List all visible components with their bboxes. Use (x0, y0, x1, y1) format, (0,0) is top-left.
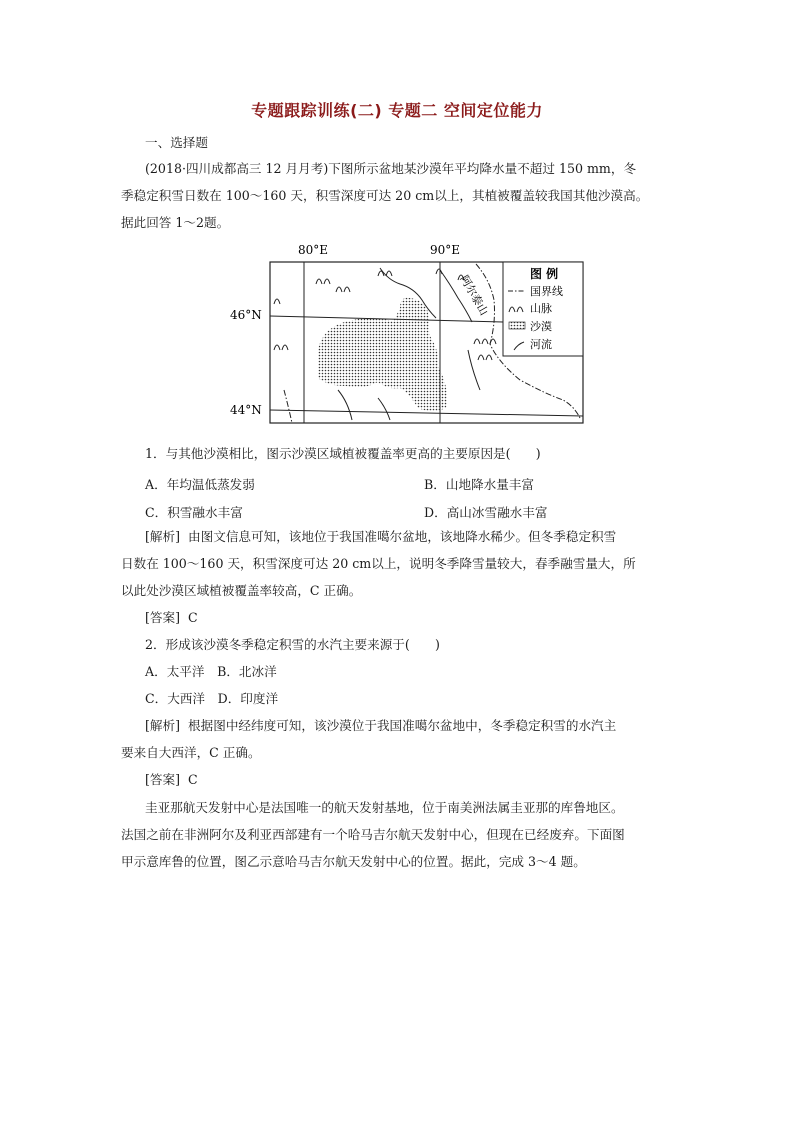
q2-answer-tag: [答案] (145, 772, 181, 787)
basin-desert-map (228, 240, 593, 430)
q1-analysis-line-1 (145, 527, 616, 547)
q1-analysis-line-2: 日数在 100～160 天，积雪深度可达 20 cm以上，说明冬季降雪量较大，春季融雪量大，所 (121, 556, 636, 571)
q1-answer-tag: [答案] (145, 610, 181, 625)
q1-answer-value: C (188, 610, 198, 625)
lon-label-80: 80°E (298, 243, 329, 257)
legend-title: 图 例 (530, 267, 559, 281)
q2-analysis-line-2: 要来自大西洋，C 正确。 (121, 745, 261, 760)
q2-answer (145, 770, 198, 790)
section-heading: 一、选择题 (145, 135, 208, 150)
mountain-label: 阿尔泰山 (457, 273, 491, 318)
q2-analysis-text-1: 根据图中经纬度可知，该沙漠位于我国准噶尔盆地中，冬季稳定积雪的水汽主 (188, 718, 617, 733)
q2-options-row-1: A．太平洋 B．北冰洋 (145, 664, 277, 679)
q1-analysis-line-3: 以此处沙漠区域植被覆盖率较高，C 正确。 (121, 583, 362, 598)
q1-option-b: B．山地降水量丰富 (424, 477, 535, 492)
passage-line-2: 法国之前在非洲阿尔及利亚西部建有一个哈马吉尔航天发射中心，但现在已经废弃。下面图 (121, 827, 625, 842)
intro-line-1: (2018·四川成都高三 12 月月考)下图所示盆地某沙漠年平均降水量不超过 150 mm，冬 (145, 161, 637, 176)
intro-line-2: 季稳定积雪日数在 100～160 天，积雪深度可达 20 cm以上，其植被覆盖较我国其他沙漠高。 (121, 188, 649, 203)
q2-analysis-tag: [解析] (145, 718, 181, 733)
national-border (284, 390, 292, 423)
passage-line-1: 圭亚那航天发射中心是法国唯一的航天发射基地，位于南美洲法属圭亚那的库鲁地区。 (145, 800, 624, 815)
q1-stem: 1．与其他沙漠相比，图示沙漠区域植被覆盖率更高的主要原因是( ) (145, 446, 541, 461)
legend-item-river: 河流 (530, 338, 552, 351)
q1-answer (145, 608, 198, 628)
lat-label-46: 46°N (230, 308, 262, 322)
q1-analysis-text-1: 由图文信息可知，该地位于我国准噶尔盆地，该地降水稀少。但冬季稳定积雪 (188, 529, 617, 544)
legend-item-desert: 沙漠 (530, 320, 552, 333)
river (378, 398, 390, 420)
q1-option-d: D．高山冰雪融水丰富 (424, 505, 548, 520)
legend-item-mountain: 山脉 (530, 302, 552, 315)
q1-analysis-tag: [解析] (145, 529, 181, 544)
q2-analysis-line-1 (145, 716, 616, 736)
q2-answer-value: C (188, 772, 198, 787)
passage-line-3: 甲示意库鲁的位置，图乙示意哈马吉尔航天发射中心的位置。据此，完成 3～4 题。 (121, 854, 586, 869)
q2-options-row-2: C．大西洋 D．印度洋 (145, 691, 279, 706)
legend-item-border: 国界线 (530, 285, 563, 298)
desert-area (318, 298, 447, 411)
river (468, 350, 480, 390)
q1-option-c: C．积雪融水丰富 (145, 505, 243, 520)
page-title: 专题跟踪训练(二) 专题二 空间定位能力 (251, 101, 543, 120)
lat-label-44: 44°N (230, 403, 262, 417)
intro-line-3: 据此回答 1～2题。 (121, 215, 230, 230)
q2-stem: 2．形成该沙漠冬季稳定积雪的水汽主要来源于( ) (145, 637, 440, 652)
river (338, 390, 352, 420)
q1-option-a: A．年均温低蒸发弱 (145, 477, 255, 492)
lon-label-90: 90°E (430, 243, 461, 257)
